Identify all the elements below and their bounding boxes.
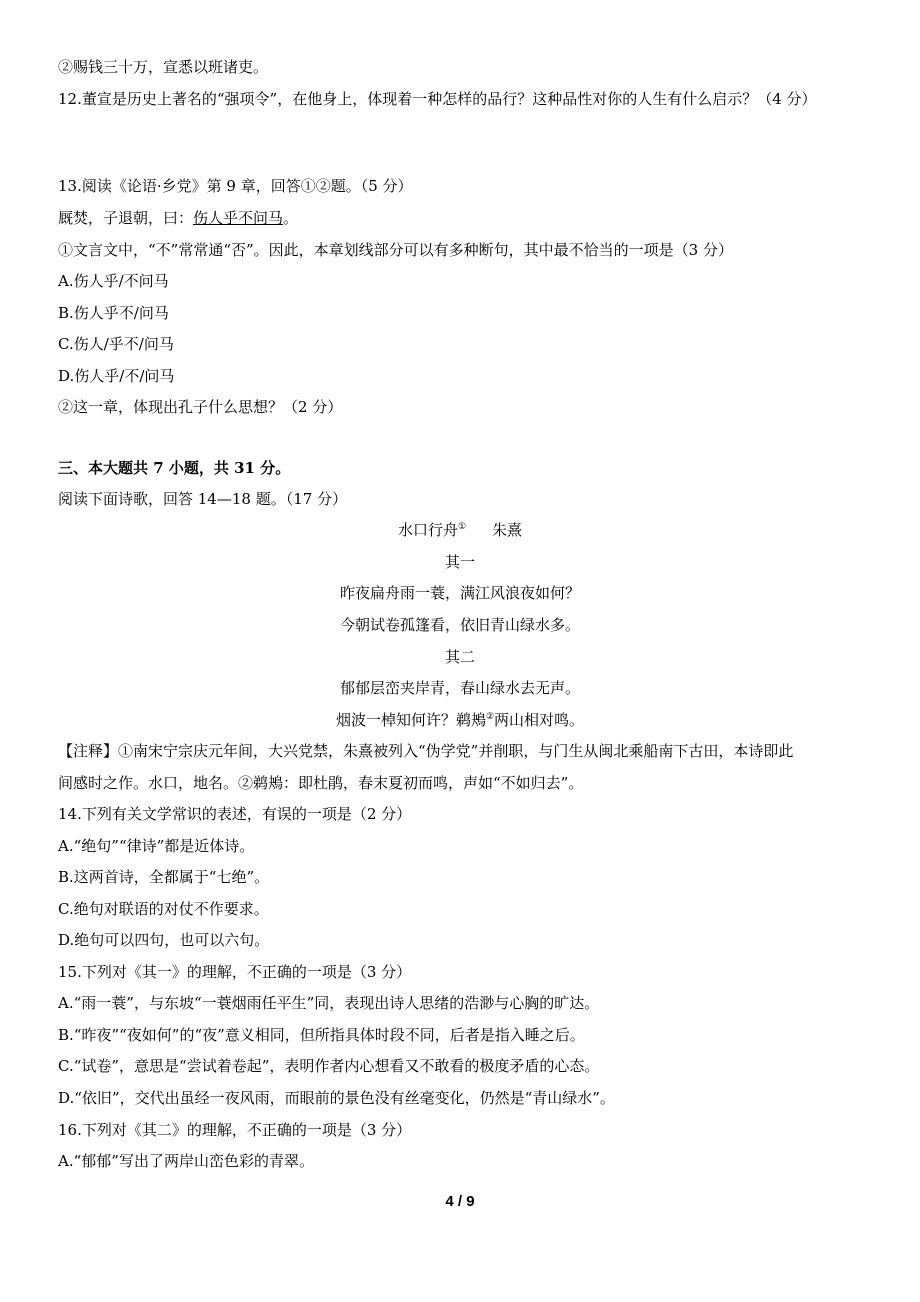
poem-intro: 阅读下面诗歌，回答 14—18 题。（17 分） xyxy=(58,490,348,508)
option-b: B.“昨夜”“夜如何”的“夜”意义相同，但所指具体时段不同，后者是指入睡之后。 xyxy=(58,1026,585,1044)
classical-text-end: 。 xyxy=(283,209,299,227)
poem-part-1: 其一 xyxy=(444,553,475,571)
option-d: D.绝句可以四句，也可以六句。 xyxy=(58,931,270,949)
question-14: 14.下列有关文学常识的表述，有误的一项是（2 分） xyxy=(58,805,412,823)
poem-line-part: 烟波一棹知何许？鹈鴂 xyxy=(335,711,486,729)
option-d: D.伤人乎/不/问马 xyxy=(58,367,175,385)
title-note-marker: ① xyxy=(457,522,467,532)
option-b: B.这两首诗，全都属于“七绝”。 xyxy=(58,868,270,886)
poem-author: 朱熹 xyxy=(492,521,523,539)
option-a: A.伤人乎/不问马 xyxy=(58,272,169,290)
question-16: 16.下列对《其二》的理解，不正确的一项是（3 分） xyxy=(58,1121,412,1139)
poem-title: 水口行舟 xyxy=(397,521,458,539)
poem-line: 今朝试卷孤篷看，依旧青山绿水多。 xyxy=(339,616,580,634)
poem-line: 郁郁层峦夹岸青，春山绿水去无声。 xyxy=(339,679,580,697)
option-c: C.“试卷”，意思是“尝试着卷起”，表明作者内心想看又不敢看的极度矛盾的心态。 xyxy=(58,1057,600,1075)
poem-line: 昨夜扁舟雨一蓑，满江风浪夜如何？ xyxy=(339,584,580,602)
annotation: 【注释】①南宋宁宗庆元年间，大兴党禁，朱熹被列入“伪学党”并削职，与门生从闽北乘船南下古田，本诗即此 xyxy=(58,742,794,760)
poem-line xyxy=(0,710,920,730)
poem-title-line xyxy=(0,520,920,540)
option-a: A.“雨一蓑”，与东坡“一蓑烟雨任平生”同，表现出诗人思绪的浩渺与心胸的旷达。 xyxy=(58,994,600,1012)
page-number: 4 / 9 xyxy=(445,1193,475,1210)
classical-text xyxy=(58,208,880,228)
annotation: 间感时之作。水口，地名。②鹈鴂：即杜鹃，春末夏初而鸣，声如“不如归去”。 xyxy=(58,774,584,792)
question-12: 12.董宣是历史上著名的“强项令”，在他身上，体现着一种怎样的品行？这种品性对你的人生有什么启示？（4 分） xyxy=(58,90,817,108)
note-marker: ② xyxy=(485,712,495,722)
option-a: A.“绝句”“律诗”都是近体诗。 xyxy=(58,837,255,855)
question-13: 13.阅读《论语·乡党》第 9 章，回答①②题。（5 分） xyxy=(58,177,413,195)
poem-line-part: 两山相对鸣。 xyxy=(494,711,585,729)
underlined-phrase: 伤人乎不问马 xyxy=(193,209,284,227)
text-line: ②赐钱三十万，宣悉以班诸吏。 xyxy=(58,58,269,76)
option-d: D.“依旧”，交代出虽经一夜风雨，而眼前的景色没有丝毫变化，仍然是“青山绿水”。 xyxy=(58,1089,615,1107)
option-c: C.伤人/乎不/问马 xyxy=(58,335,174,353)
question-15: 15.下列对《其一》的理解，不正确的一项是（3 分） xyxy=(58,963,412,981)
option-c: C.绝句对联语的对仗不作要求。 xyxy=(58,900,269,918)
section-heading: 三、本大题共 7 小题，共 31 分。 xyxy=(58,459,291,477)
question-13-2: ②这一章，体现出孔子什么思想？（2 分） xyxy=(58,398,343,416)
question-13-1: ①文言文中，“不”常常通“否”。因此，本章划线部分可以有多种断句，其中最不恰当的一项是（3 分） xyxy=(58,241,733,259)
poem-part-2: 其二 xyxy=(444,648,475,666)
option-a: A.“郁郁”写出了两岸山峦色彩的青翠。 xyxy=(58,1152,314,1170)
option-b: B.伤人乎不/问马 xyxy=(58,304,169,322)
classical-text-lead: 厩焚，子退朝，曰： xyxy=(58,209,194,227)
